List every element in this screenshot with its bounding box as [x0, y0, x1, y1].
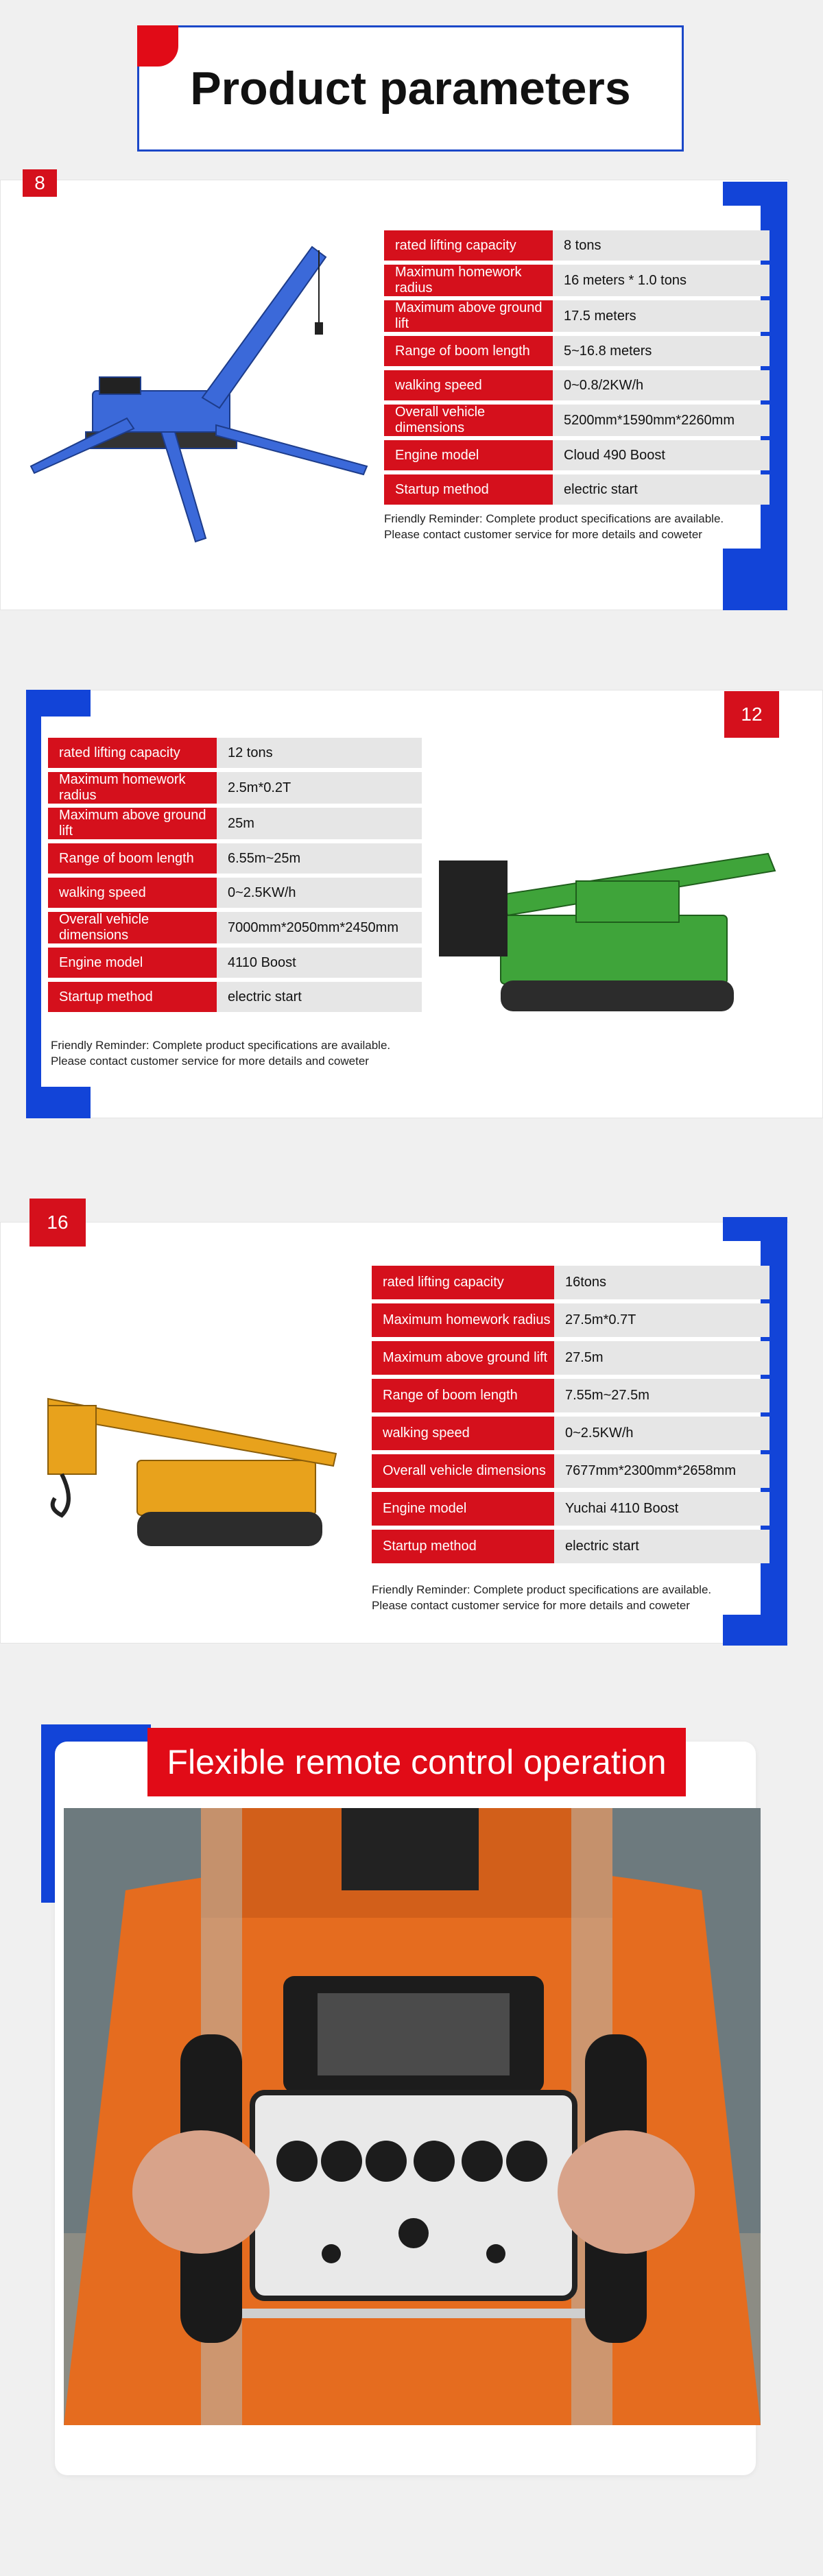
spec-row [372, 1492, 770, 1526]
spec-key: Engine model [372, 1492, 554, 1526]
spec-row [372, 1341, 770, 1375]
spec-value: 7.55m~27.5m [554, 1379, 770, 1412]
spec-value: 27.5m*0.7T [554, 1303, 770, 1337]
spec-row [372, 1303, 770, 1337]
spec-row [384, 370, 770, 400]
spec-value: 16tons [554, 1266, 770, 1299]
spec-value: 4110 Boost [217, 948, 422, 978]
spec-table-8 [384, 226, 770, 509]
spec-value: Yuchai 4110 Boost [554, 1492, 770, 1526]
spec-key: Startup method [384, 474, 553, 505]
spec-row [372, 1454, 770, 1488]
spec-key: Maximum above ground lift [384, 300, 553, 332]
spec-row [384, 300, 770, 332]
spec-key: rated lifting capacity [384, 230, 553, 261]
spec-key: Engine model [384, 440, 553, 470]
spec-value: Cloud 490 Boost [553, 440, 770, 470]
spec-row [384, 405, 770, 436]
spec-row [384, 440, 770, 470]
spec-row [384, 230, 770, 261]
spec-key: Range of boom length [384, 336, 553, 366]
capacity-badge: 12 [724, 691, 779, 738]
spec-row [48, 843, 422, 874]
spec-row [48, 948, 422, 978]
spec-row [372, 1379, 770, 1412]
spec-value: 2.5m*0.2T [217, 772, 422, 804]
spec-row [372, 1417, 770, 1450]
remote-controller-photo [64, 1808, 761, 2425]
spec-key: Overall vehicle dimensions [384, 405, 553, 436]
spec-row [48, 912, 422, 943]
spec-key: rated lifting capacity [48, 738, 217, 768]
spec-row [48, 738, 422, 768]
spec-value: 12 tons [217, 738, 422, 768]
spec-key: Maximum homework radius [48, 772, 217, 804]
spec-row [384, 265, 770, 296]
spec-value: 27.5m [554, 1341, 770, 1375]
spec-key: Overall vehicle dimensions [372, 1454, 554, 1488]
spec-row [48, 772, 422, 804]
reminder-text: Friendly Reminder: Complete product specifications are available. Please contact customer service for more details and coweter [51, 1039, 391, 1068]
remote-banner: Flexible remote control operation [147, 1728, 686, 1796]
page-title: Product parameters [190, 62, 631, 115]
spec-key: Range of boom length [48, 843, 217, 874]
spec-value: electric start [217, 982, 422, 1012]
spec-key: Startup method [48, 982, 217, 1012]
spec-table-16 [372, 1262, 770, 1567]
spec-key: walking speed [384, 370, 553, 400]
spec-key: Maximum homework radius [372, 1303, 554, 1337]
spec-row [48, 982, 422, 1012]
spec-value: electric start [553, 474, 770, 505]
spec-value: 17.5 meters [553, 300, 770, 332]
spec-key: Startup method [372, 1530, 554, 1563]
spec-value: 0~2.5KW/h [217, 878, 422, 908]
spec-value: 7677mm*2300mm*2658mm [554, 1454, 770, 1488]
spec-value: 0~0.8/2KW/h [553, 370, 770, 400]
spec-value: 7000mm*2050mm*2450mm [217, 912, 422, 943]
crane-image-orange [34, 1385, 357, 1556]
spec-value: 8 tons [553, 230, 770, 261]
spec-table-12 [48, 734, 422, 1016]
reminder-text: Friendly Reminder: Complete product specifications are available. Please contact customer service for more details and coweter [384, 512, 724, 541]
spec-row [372, 1530, 770, 1563]
spec-value: 5~16.8 meters [553, 336, 770, 366]
spec-value: 6.55m~25m [217, 843, 422, 874]
spec-key: walking speed [48, 878, 217, 908]
crane-image-blue [24, 219, 381, 562]
spec-key: Overall vehicle dimensions [48, 912, 217, 943]
capacity-badge: 16 [29, 1199, 86, 1247]
spec-key: Engine model [48, 948, 217, 978]
spec-value: 5200mm*1590mm*2260mm [553, 405, 770, 436]
spec-row [384, 336, 770, 366]
spec-value: 16 meters * 1.0 tons [553, 265, 770, 296]
crane-image-green [439, 833, 782, 1039]
spec-value: 0~2.5KW/h [554, 1417, 770, 1450]
spec-key: Maximum above ground lift [48, 808, 217, 839]
spec-row [384, 474, 770, 505]
spec-row [48, 808, 422, 839]
spec-key: Maximum homework radius [384, 265, 553, 296]
spec-row [372, 1266, 770, 1299]
spec-value: 25m [217, 808, 422, 839]
spec-key: walking speed [372, 1417, 554, 1450]
spec-key: Range of boom length [372, 1379, 554, 1412]
reminder-text: Friendly Reminder: Complete product specifications are available. Please contact customer service for more details and coweter [372, 1583, 712, 1612]
spec-key: rated lifting capacity [372, 1266, 554, 1299]
capacity-badge: 8 [23, 169, 57, 197]
worker-remote-illustration [64, 1808, 761, 2425]
spec-row [48, 878, 422, 908]
spec-value: electric start [554, 1530, 770, 1563]
spec-key: Maximum above ground lift [372, 1341, 554, 1375]
